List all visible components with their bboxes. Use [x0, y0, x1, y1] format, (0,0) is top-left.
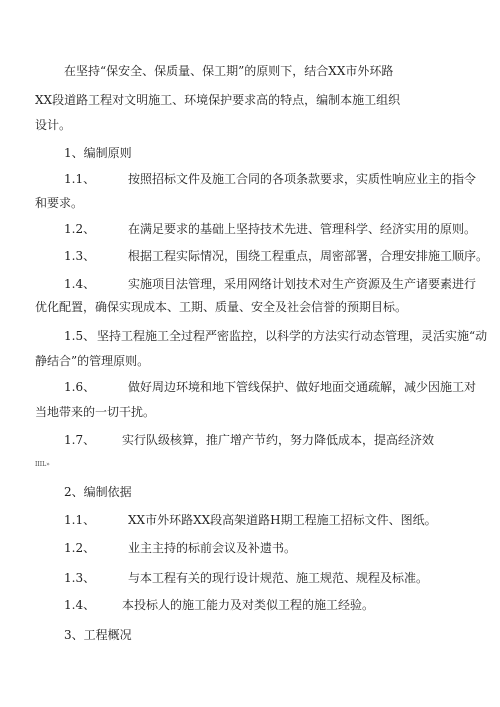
item-number: 1.3、 [64, 571, 96, 585]
item-number: 1.2、 [64, 541, 96, 555]
item-continuation: 静结合”的管理原则。 [35, 354, 150, 368]
intro-line-1: 在坚持“保安全、保质量、保工期”的原则下，结合XX市外环路 [64, 64, 394, 78]
item-number: 1.5、 [64, 329, 96, 343]
section-heading-overview: 3、工程概况 [64, 628, 132, 642]
item-text: 做好周边环境和地下管线保护、做好地面交通疏解，减少因施工对 [128, 380, 477, 394]
item-text: 实行队级核算，推广增产节约，努力降低成本，提高经济效 [122, 433, 435, 447]
item-text: 按照招标文件及施工合同的各项条款要求，实质性响应业主的指令 [128, 172, 477, 186]
item-continuation: 优化配置，确保实现成本、工期、质量、安全及社会信誉的预期目标。 [35, 300, 408, 314]
item-text: 在满足要求的基础上坚持技术先进、管理科学、经济实用的原则。 [128, 222, 477, 236]
item-text: XX市外环路XX段高架道路H期工程施工招标文件、图纸。 [128, 513, 437, 527]
item-number: 1.6、 [64, 380, 96, 394]
item-text: 本投标人的施工能力及对类似工程的施工经验。 [122, 598, 375, 612]
item-continuation: 和要求。 [35, 196, 84, 210]
intro-line-3: 设计。 [35, 118, 72, 132]
item-number: 1.7、 [64, 433, 96, 447]
item-continuation-garbled: IIIL» [35, 461, 50, 468]
item-text: 根据工程实际情况，围绕工程重点，周密部署，合理安排施工顺序。 [128, 249, 489, 263]
item-text: 坚持工程施工全过程严密监控，以科学的方法实行动态管理，灵活实施“动 [97, 329, 488, 343]
item-number: 1.1、 [64, 513, 96, 527]
item-text: 业主主持的标前会议及补遗书。 [128, 541, 297, 555]
item-number: 1.1、 [64, 172, 96, 186]
section-heading-basis: 2、编制依据 [64, 485, 132, 499]
item-number: 1.3、 [64, 249, 96, 263]
item-text: 与本工程有关的现行设计规范、施工规范、规程及标准。 [128, 571, 429, 585]
item-number: 1.4、 [64, 277, 96, 291]
intro-line-2: XX段道路工程对文明施工、环境保护要求高的特点，编制本施工组织 [35, 93, 401, 107]
item-number: 1.2、 [64, 222, 96, 236]
item-continuation: 当地带来的一切干扰。 [35, 405, 156, 419]
item-text: 实施项目法管理，采用网络计划技术对生产资源及生产诸要素进行 [128, 277, 477, 291]
item-number: 1.4、 [64, 598, 96, 612]
section-heading-principles: 1、编制原则 [64, 146, 132, 160]
